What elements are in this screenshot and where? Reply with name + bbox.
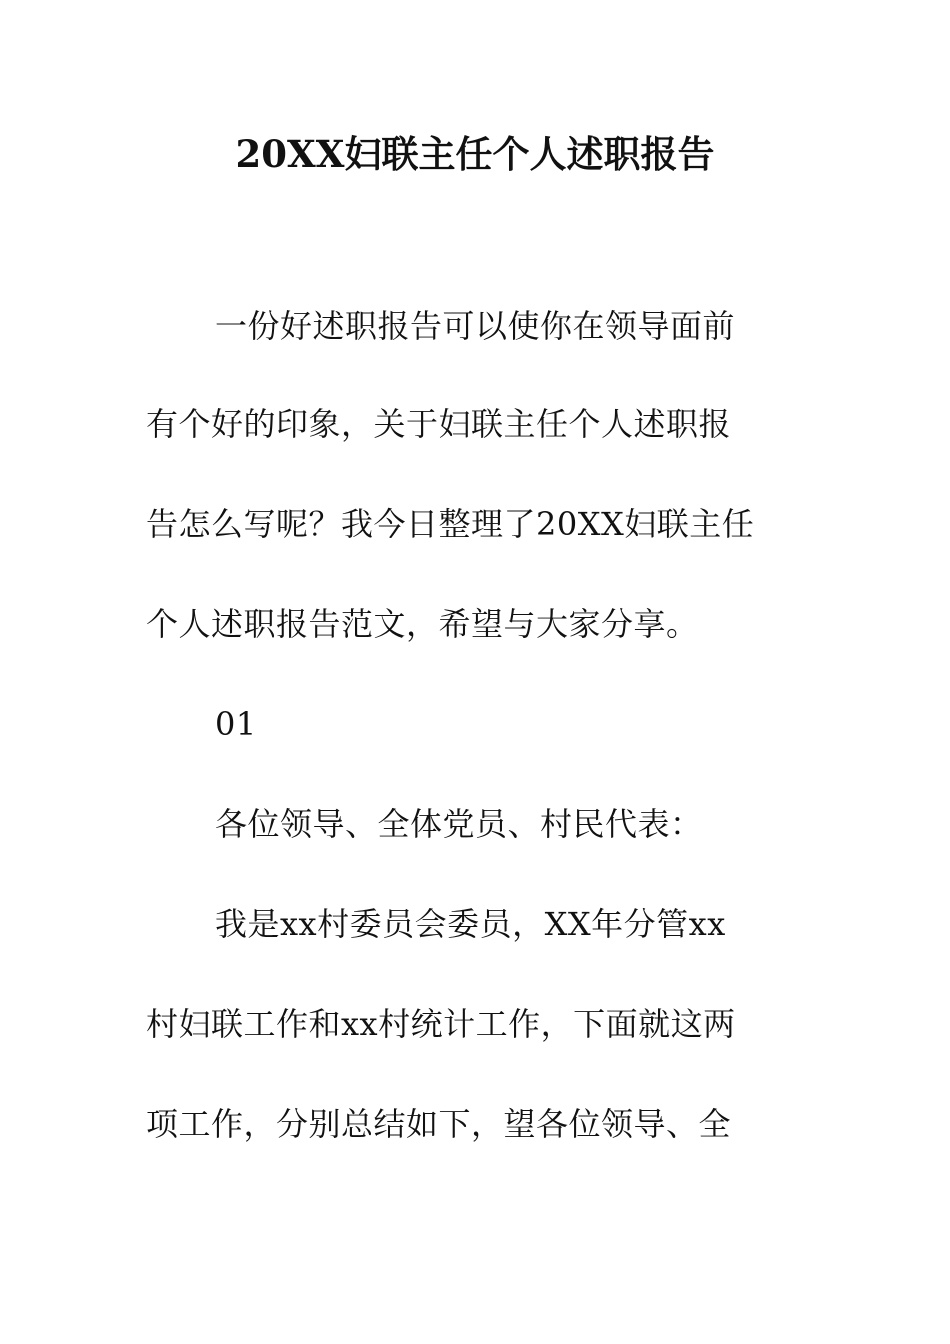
paragraph-line: 个人述职报告范文，希望与大家分享。: [146, 605, 699, 643]
paragraph-line: 告怎么写呢？我今日整理了20XX妇联主任: [146, 505, 755, 543]
salutation: 各位领导、全体党员、村民代表：: [215, 805, 703, 843]
paragraph-line: 村妇联工作和xx村统计工作，下面就这两: [146, 1005, 736, 1043]
section-number: 01: [215, 705, 257, 743]
paragraph-line: 一份好述职报告可以使你在领导面前: [215, 307, 736, 345]
paragraph-line: 我是xx村委员会委员，XX年分管xx: [215, 905, 726, 943]
paragraph-line: 项工作，分别总结如下，望各位领导、全: [146, 1105, 732, 1143]
paragraph-line: 有个好的印象，关于妇联主任个人述职报: [146, 405, 732, 443]
document-title: 20XX妇联主任个人述职报告: [235, 132, 715, 176]
